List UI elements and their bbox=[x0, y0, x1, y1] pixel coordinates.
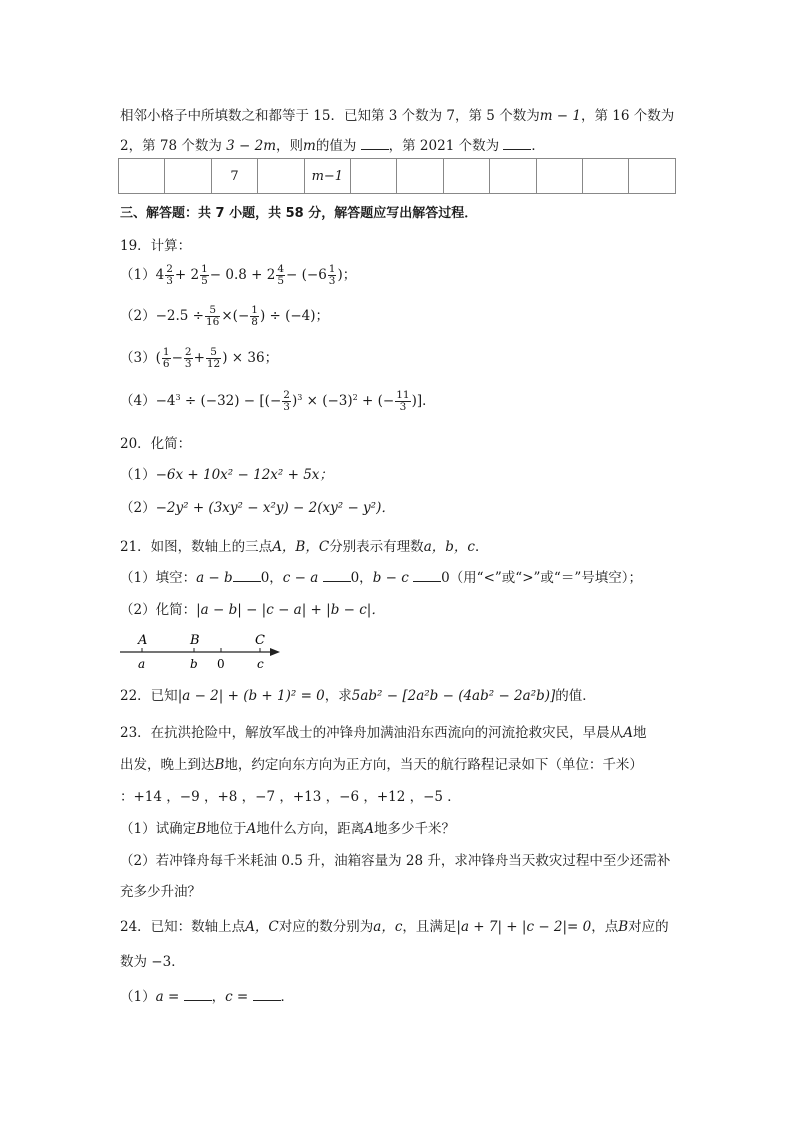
point-names: A，B，C bbox=[272, 539, 330, 555]
q24-text: ，点 bbox=[591, 919, 619, 935]
math-expr: |a − b| − |c − a| + |b − c|． bbox=[196, 602, 385, 618]
q23-text: 地多少千米？ bbox=[374, 821, 456, 837]
q21-label bbox=[120, 535, 488, 555]
q24-text: 对应的数分别为 bbox=[278, 919, 374, 935]
q23-line-1 bbox=[120, 721, 646, 741]
grid-cell bbox=[629, 159, 676, 194]
grid-cell bbox=[536, 159, 582, 194]
intro-expr: 3 − 2m bbox=[226, 138, 277, 154]
point-label-A: A bbox=[138, 633, 148, 648]
value-label-b: b bbox=[190, 657, 198, 671]
q19-part-1: （1）4 $\frac{2}{3}$ + 2 $\frac{1}{5}$ − 0.8 + 2 $\frac{4}{5}$ − (−6 $\frac{1}{3}$ )； bbox=[120, 263, 357, 287]
grid-cell: 7 bbox=[211, 159, 257, 194]
q21-part-1: （1）填空：a − b 0，c − a 0，b − c 0（用“<”或“>”或“＝”号填空）； bbox=[120, 570, 642, 586]
q21-text: 21．如图，数轴上的三点 bbox=[120, 539, 273, 555]
arrow-icon bbox=[270, 648, 280, 656]
q23-line-3: ：+14 ，−9 ，+8 ，−7 ，+13 ，−6 ，+12 ，−5 ． bbox=[120, 789, 461, 805]
q24-part-1: （1）a = ，c = ． bbox=[120, 989, 295, 1005]
q24-text: ，且满足 bbox=[402, 919, 457, 935]
var-a: a bbox=[155, 989, 164, 1005]
value-label-c: c bbox=[257, 657, 264, 671]
q24-text: 24．已知：数轴上点 bbox=[120, 919, 246, 935]
value-label-zero: 0 bbox=[217, 657, 225, 671]
answer-blank[interactable] bbox=[413, 569, 441, 582]
q24-text: 对应的 bbox=[628, 919, 669, 935]
intro-expr: m − 1 bbox=[539, 108, 581, 124]
part-label: （2） bbox=[120, 500, 156, 516]
grid-cell bbox=[351, 159, 397, 194]
intro-line-1 bbox=[120, 104, 674, 124]
point-var: A bbox=[623, 725, 633, 741]
intro-text: ，第 2021 个数为 bbox=[388, 138, 500, 154]
grid-cell bbox=[583, 159, 629, 194]
part-label: （1） bbox=[120, 467, 156, 483]
point-var: B bbox=[618, 919, 629, 935]
intro-var: m bbox=[303, 138, 316, 154]
grid-cell bbox=[397, 159, 443, 194]
q19-part-3: （3）( $\frac{1}{6}$ − $\frac{2}{3}$ + $\frac{5}{12}$ ) × 36； bbox=[120, 346, 279, 370]
q19-label: 19．计算： bbox=[120, 238, 192, 254]
q23-part-2-line-2: 充多少升油？ bbox=[120, 884, 201, 900]
intro-text: 相邻小格子中所填数之和都等于 15．已知第 3 个数为 7，第 5 个数为 bbox=[120, 108, 540, 124]
point-label-C: C bbox=[255, 633, 265, 648]
section-heading: 三、解答题：共 7 小题，共 58 分，解答题应写出解答过程． bbox=[120, 206, 478, 221]
part-label: （2） bbox=[120, 308, 156, 324]
q23-line-2 bbox=[120, 753, 643, 773]
hint-text: （用“<”或“>”或“＝”号填空）； bbox=[449, 570, 642, 586]
intro-text: ，则 bbox=[276, 138, 304, 154]
intro-line-2 bbox=[120, 134, 545, 154]
q23-text: 23．在抗洪抢险中，解放军战士的冲锋舟加满油沿东西流向的河流抢救灾民，早晨从 bbox=[120, 725, 624, 741]
part-label: （4） bbox=[120, 393, 156, 409]
number-line-figure bbox=[118, 630, 288, 674]
var-names: a，b，c bbox=[423, 539, 475, 555]
period: ． bbox=[280, 989, 295, 1005]
math-expr: −6x + 10x² − 12x² + 5x； bbox=[155, 467, 333, 483]
number-grid bbox=[118, 158, 676, 194]
point-label-B: B bbox=[190, 633, 200, 648]
intro-text-tail: ，第 16 个数为 bbox=[581, 108, 675, 124]
q24-line-1 bbox=[120, 915, 669, 935]
point-names: A，C bbox=[245, 919, 279, 935]
math-expr: 5ab² − [2a²b − (4ab² − 2a²b)] bbox=[351, 688, 556, 704]
answer-blank[interactable] bbox=[361, 137, 389, 150]
q23-text: 出发，晚上到达 bbox=[120, 757, 215, 773]
answer-blank[interactable] bbox=[184, 988, 212, 1001]
part-label: （1） bbox=[120, 267, 156, 283]
q22-text: ，求 bbox=[324, 688, 352, 704]
intro-text: 的值为 bbox=[315, 138, 357, 154]
grid-cell bbox=[119, 159, 165, 194]
grid-cell bbox=[165, 159, 211, 194]
q22-text: 的值． bbox=[555, 688, 596, 704]
part-label: （3） bbox=[120, 350, 156, 366]
q22-text: 22．已知 bbox=[120, 688, 178, 704]
q21-text: 分别表示有理数 bbox=[329, 539, 424, 555]
separator: ， bbox=[211, 989, 226, 1005]
q23-part-1: （1）试确定B地位于A地什么方向，距离A地多少千米？ bbox=[120, 821, 456, 837]
answer-blank[interactable] bbox=[323, 569, 351, 582]
equals-sign: = bbox=[163, 989, 184, 1005]
part-label: （2）化简： bbox=[120, 602, 197, 618]
var-c: c bbox=[225, 989, 233, 1005]
q23-text: 地 bbox=[632, 725, 647, 741]
grid-cell bbox=[490, 159, 536, 194]
q23-text: 地什么方向，距离 bbox=[256, 821, 365, 837]
q20-label: 20．化简： bbox=[120, 436, 192, 452]
point-var: B bbox=[214, 757, 225, 773]
intro-text: 2，第 78 个数为 bbox=[120, 138, 222, 154]
q23-text: （1）试确定 bbox=[120, 821, 197, 837]
q19-part-2: （2）−2.5 ÷ $\frac{5}{16}$ ×(− $\frac{1}{8}$ ) ÷ (−4)； bbox=[120, 304, 330, 328]
q21-part-2 bbox=[120, 598, 385, 618]
q20-part-2 bbox=[120, 496, 395, 516]
answer-blank[interactable] bbox=[233, 569, 261, 582]
q20-part-1 bbox=[120, 463, 333, 483]
q19-part-4: $(4)-4^3 \div (-32)$ − [(− $\frac{2}{3}$ )$^3 \times (-3)^2$ + (− $\frac{11}{3}$ )]． bbox=[120, 389, 436, 413]
part-label: （1） bbox=[120, 989, 156, 1005]
q23-part-2-line-1: （2）若冲锋舟每千米耗油 0.5 升，油箱容量为 28 升，求冲锋舟当天救灾过程中至少还需补 bbox=[120, 853, 671, 869]
q24-line-2: 数为 −3． bbox=[120, 954, 185, 970]
q21-text: ． bbox=[474, 539, 489, 555]
grid-cell bbox=[443, 159, 489, 194]
part-label: （1）填空： bbox=[120, 570, 197, 586]
grid-cell bbox=[258, 159, 304, 194]
intro-text: ． bbox=[531, 138, 545, 154]
answer-blank[interactable] bbox=[253, 988, 281, 1001]
math-expr: |a + 7| + |c − 2|= 0 bbox=[456, 919, 592, 935]
grid-cell: m−1 bbox=[304, 159, 350, 194]
value-label-a: a bbox=[138, 657, 146, 671]
var-names: a，c bbox=[373, 919, 403, 935]
q23-text: 地，约定向东方向为正方向，当天的航行路程记录如下（单位：千米） bbox=[224, 757, 643, 773]
q22 bbox=[120, 684, 596, 704]
math-expr: −2y² + (3xy² − x²y) − 2(xy² − y²)． bbox=[155, 500, 395, 516]
answer-blank[interactable] bbox=[503, 137, 531, 150]
math-expr: |a − 2| + (b + 1)² = 0 bbox=[177, 688, 325, 704]
q23-text: 地位于 bbox=[206, 821, 247, 837]
